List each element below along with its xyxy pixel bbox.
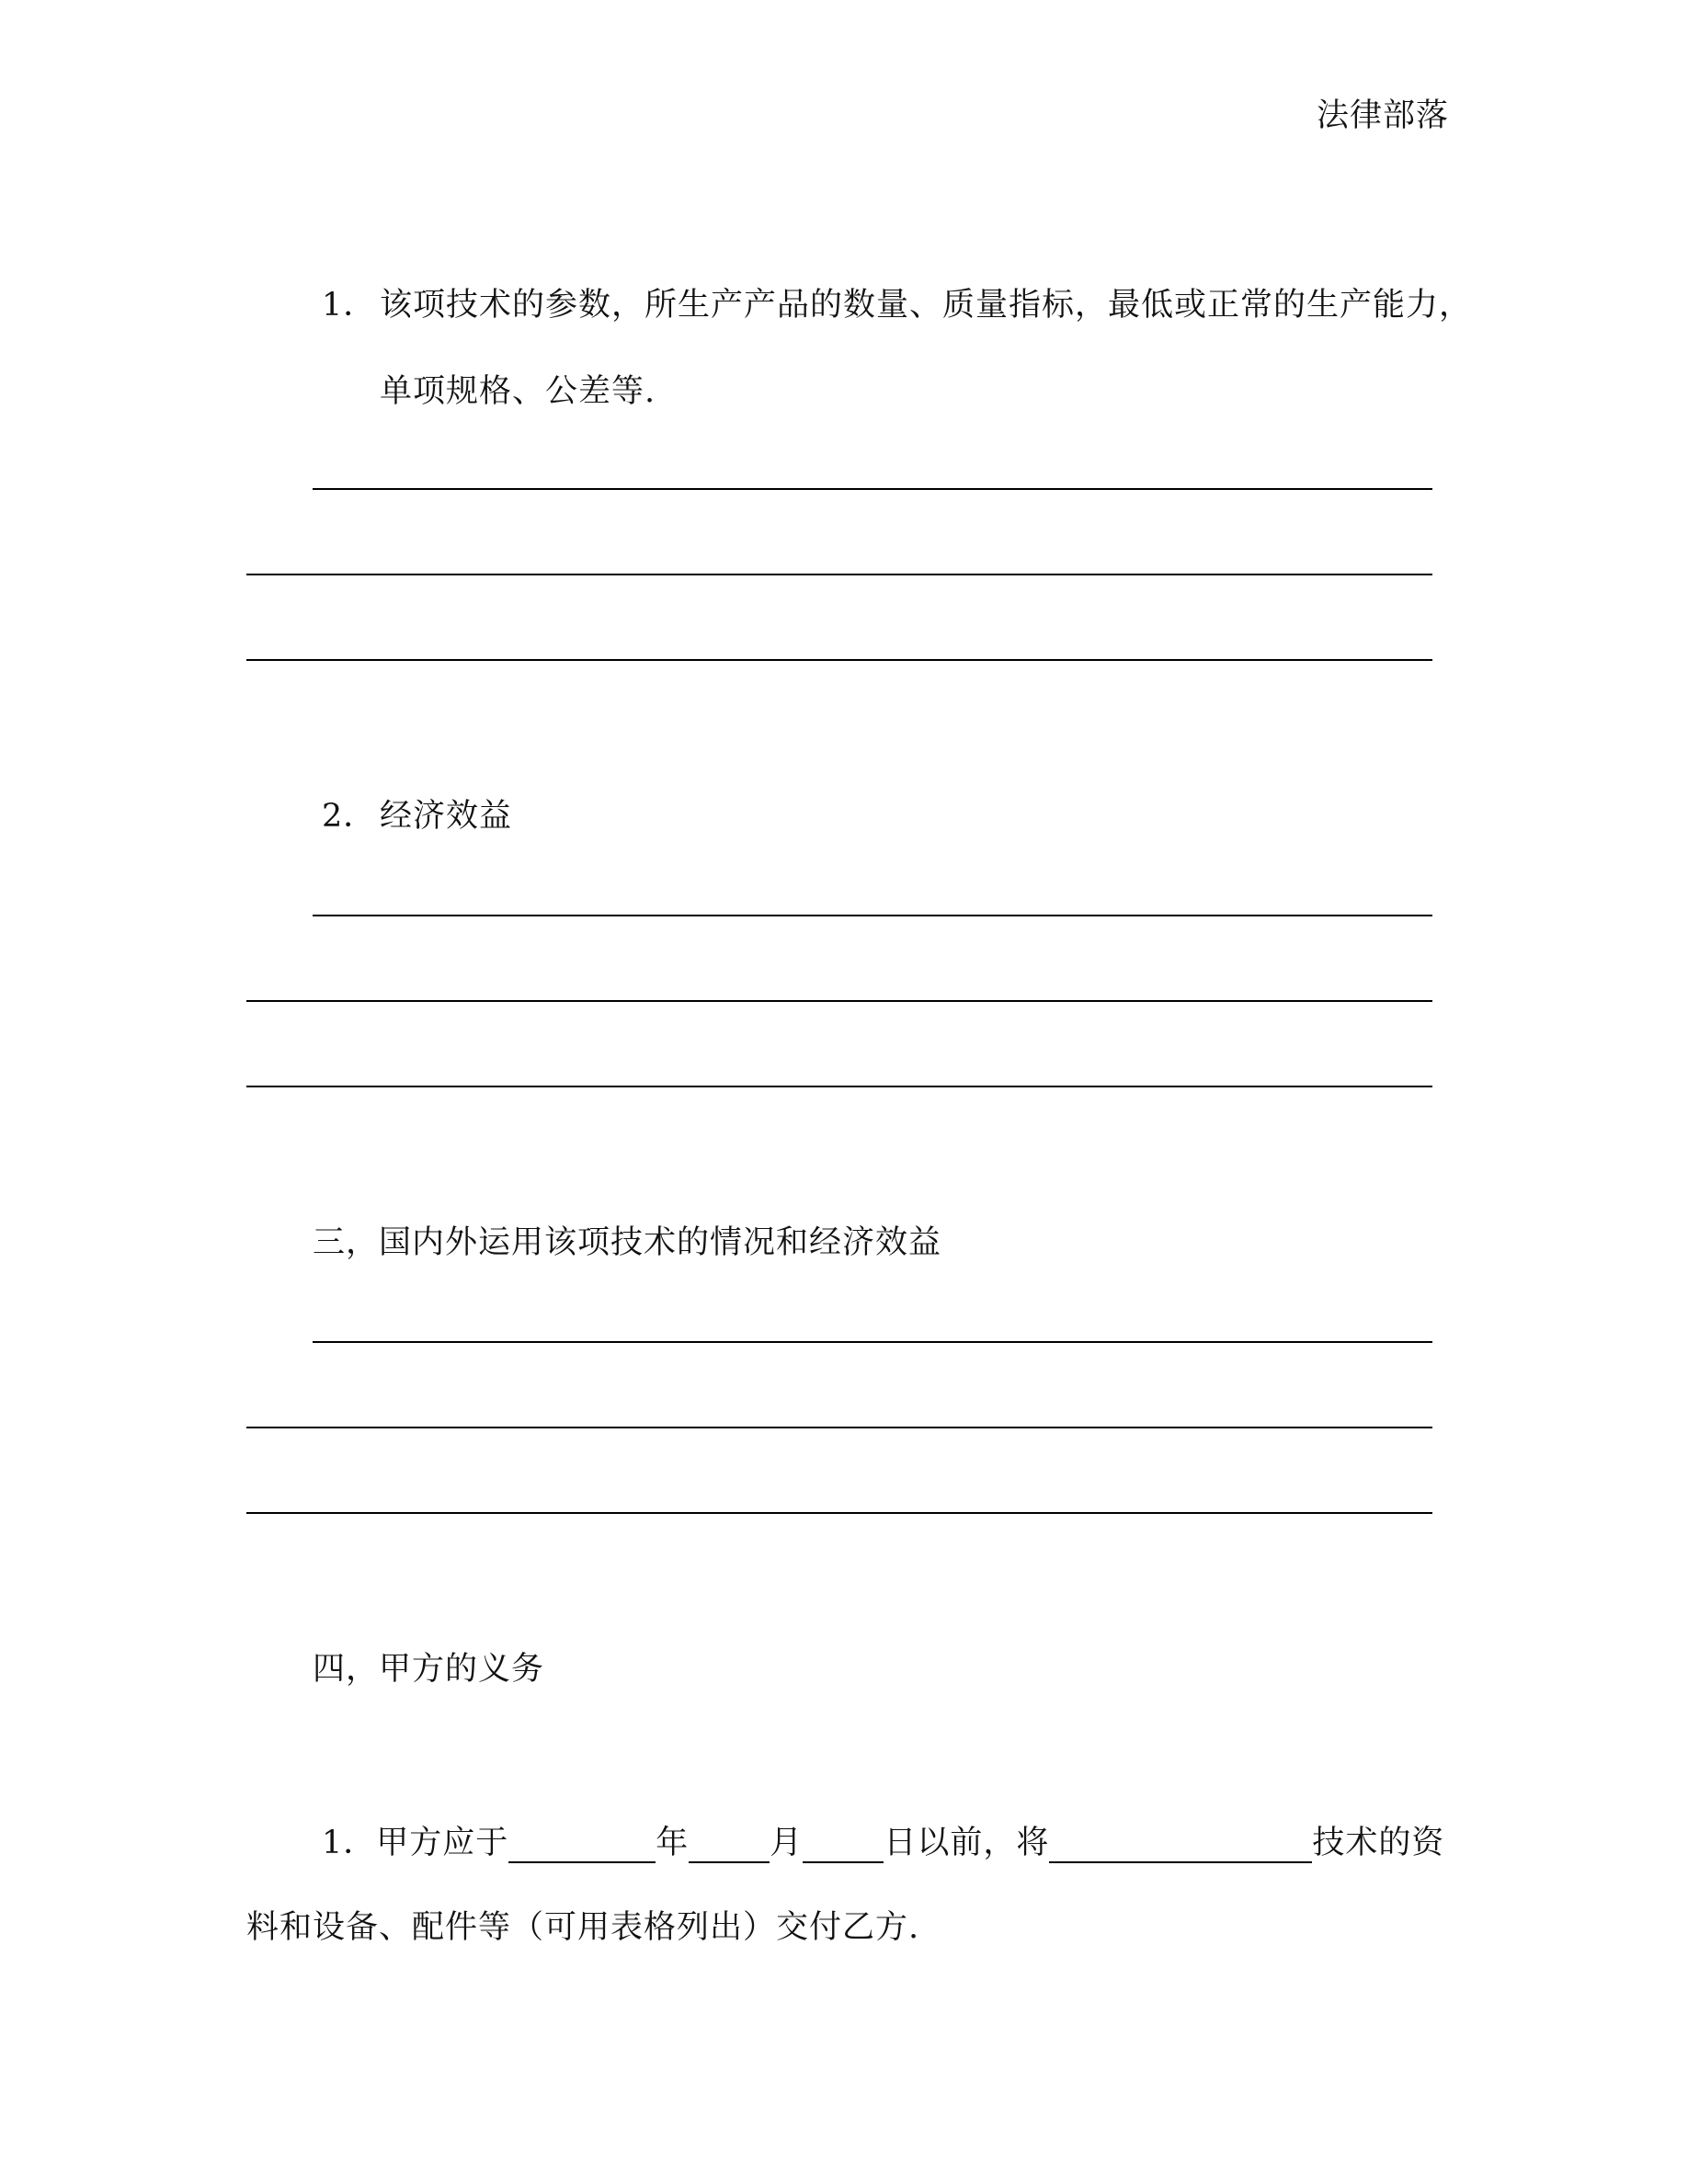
- clause-1-tail: 技术的资: [1312, 1825, 1445, 1861]
- header-brand: 法律部落: [1317, 97, 1450, 134]
- clause-1-year: 年: [656, 1825, 690, 1861]
- section-three-heading: 三，国内外运用该项技术的情况和经济效益: [313, 1224, 942, 1261]
- day-blank: [803, 1830, 884, 1863]
- fill-line: [246, 659, 1432, 661]
- clause-1-line1: [322, 1823, 1444, 1863]
- item-1-line1: 该项技术的参数，所生产产品的数量、质量指标，最低或正常的生产能力，: [380, 287, 1473, 324]
- fill-line: [246, 1512, 1432, 1514]
- year-blank: [508, 1830, 656, 1863]
- fill-line: [313, 488, 1432, 490]
- fill-line: [246, 1000, 1432, 1002]
- technology-blank: [1049, 1830, 1312, 1863]
- fill-line: [246, 1086, 1432, 1087]
- fill-line: [246, 1427, 1432, 1428]
- clause-1-line2: 料和设备、配件等（可用表格列出）交付乙方.: [246, 1909, 920, 1946]
- clause-1-day-suffix: 日以前，将: [884, 1825, 1050, 1861]
- section-four-heading: 四，甲方的义务: [313, 1651, 545, 1688]
- month-blank: [689, 1830, 770, 1863]
- fill-line: [313, 915, 1432, 916]
- item-1-number: 1．: [322, 287, 377, 324]
- clause-1-prefix: 1．甲方应于: [322, 1825, 509, 1861]
- item-2-text: 经济效益: [380, 798, 513, 835]
- fill-line: [313, 1341, 1432, 1343]
- item-2-number: 2．: [322, 798, 377, 835]
- fill-line: [246, 574, 1432, 575]
- item-1-line2: 单项规格、公差等.: [380, 373, 656, 410]
- clause-1-month: 月: [770, 1825, 804, 1861]
